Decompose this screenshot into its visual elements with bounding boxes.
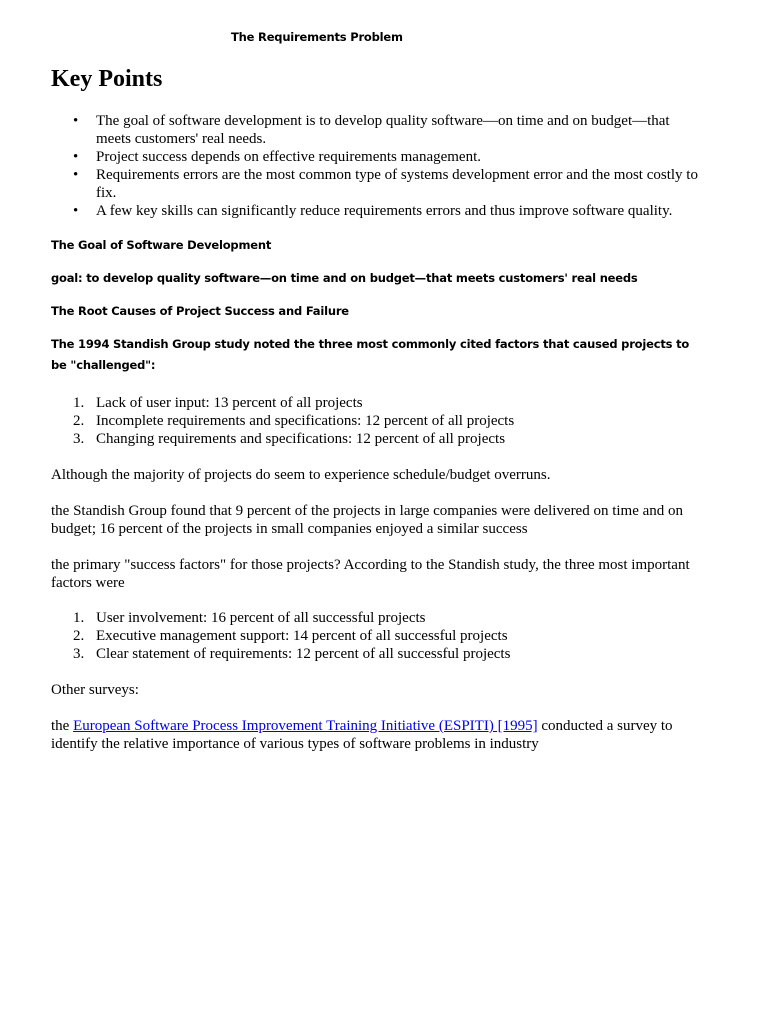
page-heading: Key Points: [51, 66, 163, 92]
paragraph-other-surveys: Other surveys:: [51, 682, 139, 698]
list-number: 1.: [73, 610, 85, 626]
list-text: Clear statement of requirements: 12 percent of all successful projects: [96, 646, 511, 662]
list-item: • Requirements errors are the most common type of systems development error and the most costly to fix.: [51, 166, 701, 202]
espiti-link[interactable]: European Software Process Improvement Training Initiative (ESPITI) [1995]: [73, 718, 538, 734]
list-item: [51, 609, 701, 627]
list-text: Changing requirements and specifications: 12 percent of all projects: [96, 431, 506, 447]
goal-statement: goal: to develop quality software—on time and on budget—that meets customers' real needs: [51, 271, 638, 285]
espiti-prefix: the: [51, 718, 74, 734]
list-item: [51, 430, 701, 448]
challenged-factors-list: [51, 394, 701, 448]
list-number: 3.: [73, 431, 85, 447]
paragraph-overruns: Although the majority of projects do seem to experience schedule/budget overruns.: [51, 467, 551, 483]
list-item: • Project success depends on effective requirements management.: [51, 148, 701, 166]
list-item: • A few key skills can significantly reduce requirements errors and thus improve software quality.: [51, 202, 701, 220]
list-item: [51, 645, 701, 663]
list-item: • The goal of software development is to develop quality software—on time and on budget—that meets customers' real needs.: [51, 112, 701, 148]
list-number: 2.: [73, 628, 85, 644]
key-points-list: [51, 112, 701, 220]
espiti-suffix: conducted a survey to identify the relative importance of various types of software problems in industry: [51, 718, 673, 752]
list-item: [51, 394, 701, 412]
list-text: Executive management support: 14 percent of all successful projects: [96, 628, 508, 644]
list-number: 2.: [73, 413, 85, 429]
list-text: Incomplete requirements and specifications: 12 percent of all projects: [96, 413, 515, 429]
list-number: 1.: [73, 395, 85, 411]
list-item: [51, 412, 701, 430]
paragraph-success-factors: the primary "success factors" for those projects? According to the Standish study, the three most important factors were: [51, 557, 690, 591]
list-number: 3.: [73, 646, 85, 662]
section-heading-goal: The Goal of Software Development: [51, 238, 272, 252]
paragraph-standish-findings: the Standish Group found that 9 percent of the projects in large companies were delivered on time and on budget; 16 percent of the projects in small companies enjoyed a similar success: [51, 503, 684, 537]
paragraph-espiti: [51, 717, 711, 753]
list-text: User involvement: 16 percent of all successful projects: [96, 610, 426, 626]
section-heading-root-causes: The Root Causes of Project Success and Failure: [51, 304, 349, 318]
success-factors-list: [51, 609, 701, 663]
list-item: [51, 627, 701, 645]
standish-intro: The 1994 Standish Group study noted the three most commonly cited factors that caused projects to be "challenged":: [51, 337, 690, 372]
running-title: The Requirements Problem: [231, 30, 403, 44]
list-text: Lack of user input: 13 percent of all projects: [96, 395, 363, 411]
